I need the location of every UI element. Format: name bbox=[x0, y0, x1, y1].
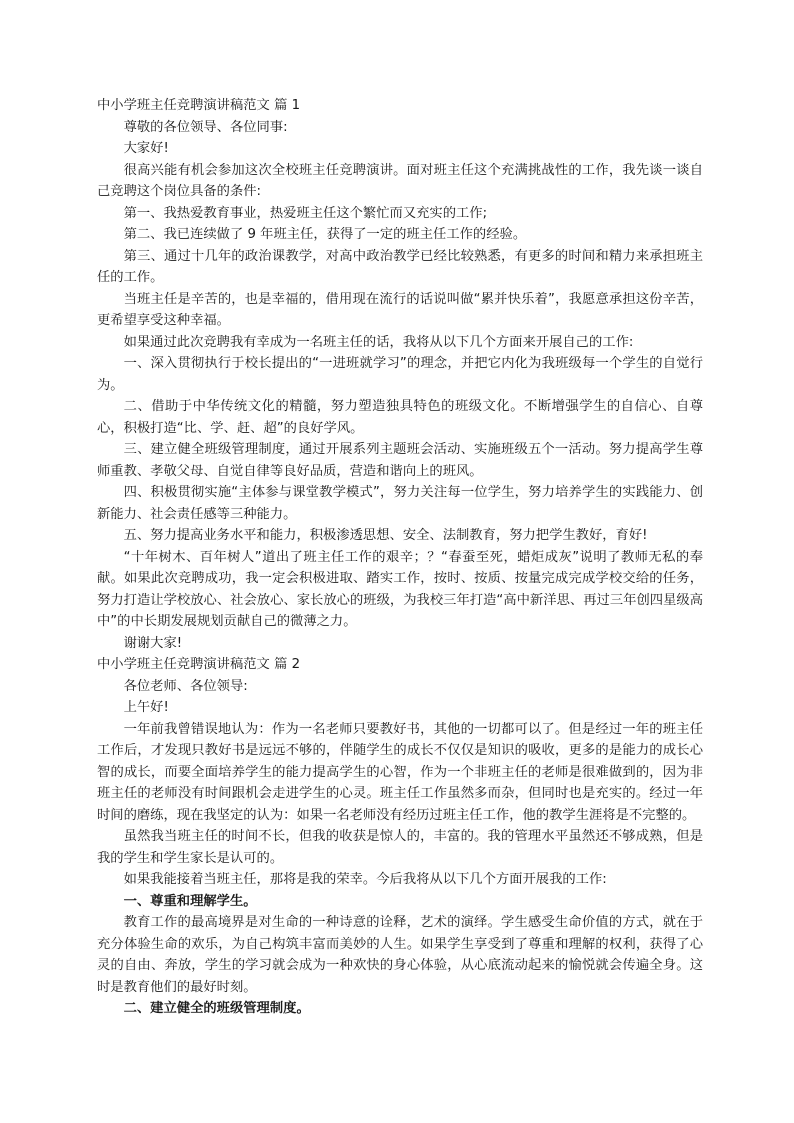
paragraph: 很高兴能有机会参加这次全校班主任竞聘演讲。面对班主任这个充满挑战性的工作，我先谈一谈自己竞聘这个岗位具备的条件: bbox=[97, 162, 703, 199]
section-heading: 一、尊重和理解学生。 bbox=[123, 893, 257, 909]
paragraph: 如果我能接着当班主任，那将是我的荣幸。今后我将从以下几个方面开展我的工作: bbox=[123, 872, 607, 887]
paragraph: 教育工作的最高境界是对生命的一种诗意的诠释，艺术的演绎。学生感受生命价值的方式，就在于充分体验生命的欢乐，为自己构筑丰富而美妙的人生。如果学生享受到了尊重和理解的权利，获得了心灵的自由、奔放，学生的学习就会成为一种欢快的身心体验，从心底流动起来的愉悦就会传遍全身。这时是教育他们的最好时刻。 bbox=[97, 915, 703, 995]
document-body bbox=[97, 95, 703, 1020]
paragraph: 第三、通过十几年的政治课教学，对高中政治教学已经比较熟悉，有更多的时间和精力来承担班主任的工作。 bbox=[97, 248, 703, 285]
paragraph: 当班主任是辛苦的，也是幸福的，借用现在流行的话说叫做“累并快乐着”，我愿意承担这份辛苦，更希望享受这种幸福。 bbox=[97, 291, 703, 328]
paragraph: 尊敬的各位领导、各位同事: bbox=[123, 119, 288, 135]
article-title: 中小学班主任竞聘演讲稿范文 篇 2 bbox=[97, 657, 301, 672]
paragraph: 谢谢大家! bbox=[123, 635, 183, 651]
section-heading: 二、建立健全的班级管理制度。 bbox=[123, 1001, 310, 1016]
paragraph: “十年树木、百年树人”道出了班主任工作的艰辛；？“春蚕至死，蜡炬成灰”说明了教师无私的奉献。如果此次竞聘成功，我一定会积极进取、踏实工作，按时、按质、按量完成完成学校交给的任务，努力打造让学校放心、社会放心、家长放心的班级，为我校三年打造“高中新洋思、再过三年创四星级高中”的中长期发展规划贡献自己的微薄之力。 bbox=[97, 549, 703, 629]
paragraph: 四、积极贯彻实施“主体参与课堂教学模式”，努力关注每一位学生，努力培养学生的实践能力、创新能力、社会责任感等三种能力。 bbox=[97, 485, 703, 522]
paragraph: 各位老师、各位领导: bbox=[123, 678, 248, 694]
paragraph: 第一、我热爱教育事业，热爱班主任这个繁忙而又充实的工作; bbox=[123, 205, 488, 221]
paragraph: 大家好! bbox=[123, 141, 169, 156]
paragraph: 二、借助于中华传统文化的精髓，努力塑造独具特色的班级文化。不断增强学生的自信心、自尊心，积极打造“比、学、赶、超”的良好学风。 bbox=[97, 399, 703, 436]
paragraph: 三、建立健全班级管理制度，通过开展系列主题班会活动、实施班级五个一活动。努力提高学生尊师重教、孝敬父母、自觉自律等良好品质，营造和谐向上的班风。 bbox=[97, 442, 703, 479]
paragraph: 五、努力提高业务水平和能力，积极渗透思想、安全、法制教育，努力把学生教好，育好! bbox=[123, 528, 648, 543]
paragraph: 上午好! bbox=[123, 700, 169, 715]
paragraph: 一、深入贯彻执行于校长提出的“一进班就学习”的理念，并把它内化为我班级每一个学生的自觉行为。 bbox=[97, 356, 703, 393]
paragraph: 一年前我曾错误地认为：作为一名老师只要教好书，其他的一切都可以了。但是经过一年的班主任工作后，才发现只教好书是远远不够的，伴随学生的成长不仅仅是知识的吸收，更多的是能力的成长心智的成长，而要全面培养学生的能力提高学生的心智，作为一个非班主任的老师是很难做到的，因为非班主任的老师没有时间跟机会走进学生的心灵。班主任工作虽然多而杂，但同时也是充实的。经过一年时间的磨练，现在我坚定的认为：如果一名老师没有经历过班主任工作，他的教学生涯将是不完整的。 bbox=[97, 721, 703, 823]
paragraph: 第二、我已连续做了 9 年班主任，获得了一定的班主任工作的经验。 bbox=[123, 227, 527, 242]
paragraph: 如果通过此次竞聘我有幸成为一名班主任的话，我将从以下几个方面来开展自己的工作: bbox=[123, 334, 634, 350]
article-title: 中小学班主任竞聘演讲稿范文 篇 1 bbox=[97, 98, 301, 113]
paragraph: 虽然我当班主任的时间不长，但我的收获是惊人的，丰富的。我的管理水平虽然还不够成熟，但是我的学生和学生家长是认可的。 bbox=[97, 829, 703, 866]
